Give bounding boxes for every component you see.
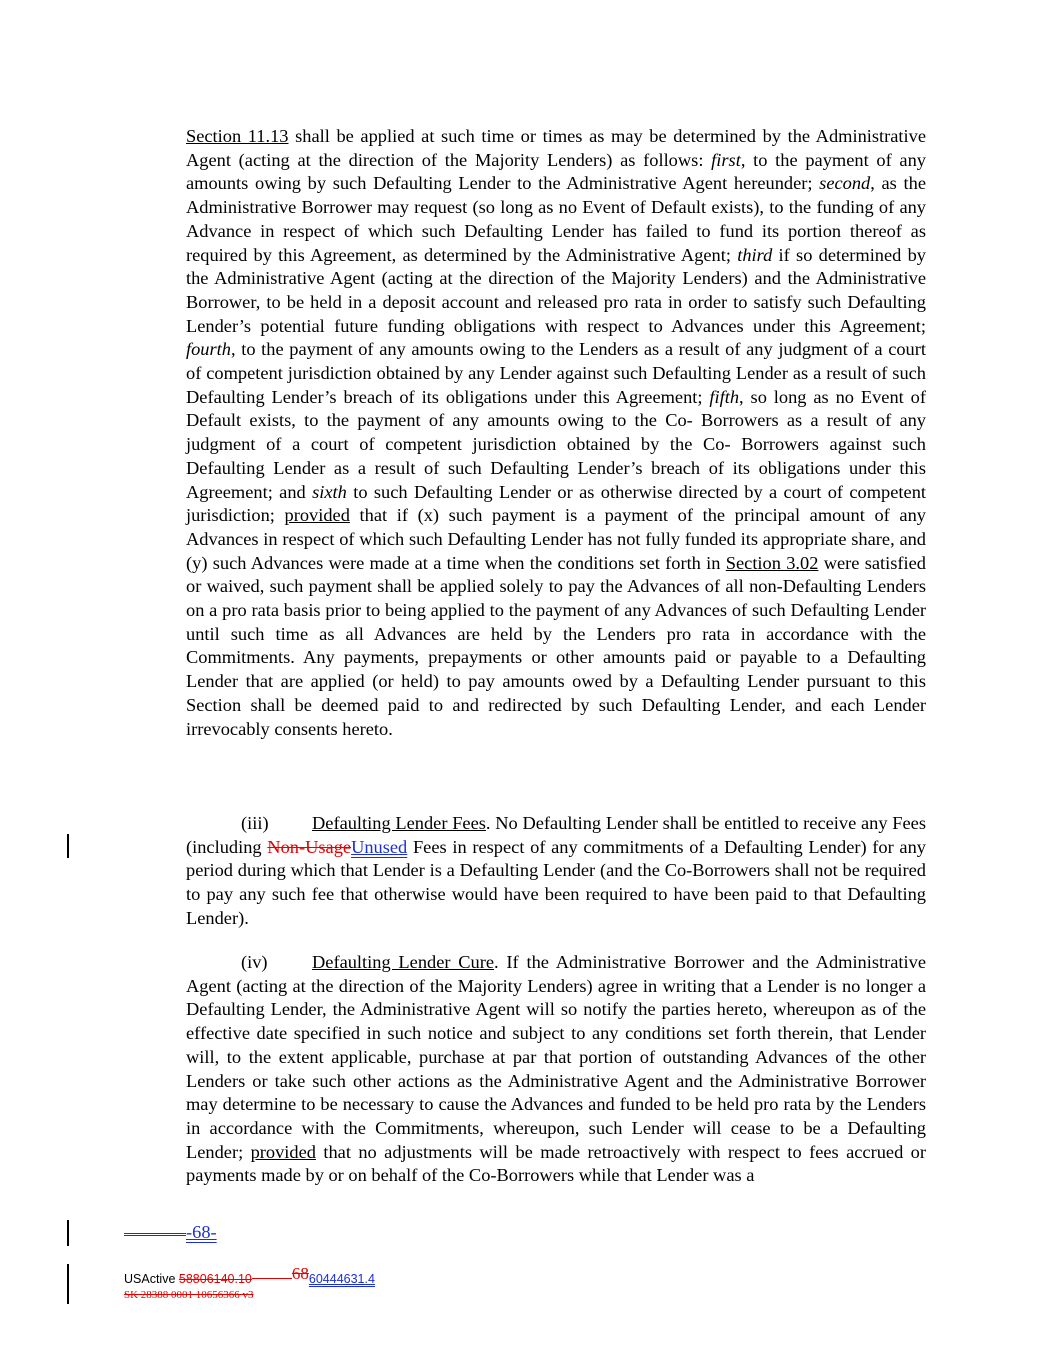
clause-heading: Defaulting Lender Fees: [312, 813, 486, 833]
deleted-text: Non-Usage: [267, 836, 352, 857]
deleted-doc-number: 58806140.10: [178, 1272, 252, 1286]
section-11-13-reference: Section 11.13: [186, 126, 289, 146]
change-bar: [67, 1220, 69, 1246]
change-bar: [67, 834, 69, 858]
paragraph-defaulting-lender-fees: (iii) Defaulting Lender Fees. No Defaulting Lender shall be entitled to receive any Fees (including Non-UsageUnused Fees in respect of any commitments of a Defaulting Lender) for any period during which that Lender is a Defaulting Lender (and the Co-Borrowers shall not be required to pay any such fee that otherwise would have been required to have been paid to that Defaulting Lender).: [186, 813, 927, 928]
inserted-text: Unused: [351, 836, 408, 857]
clause-heading: Defaulting Lender Cure: [312, 952, 495, 972]
clause-number-iii: (iii): [241, 813, 269, 833]
clause-number-iv: (iv): [241, 952, 268, 972]
inserted-doc-number: 60444631.4: [308, 1272, 375, 1286]
deleted-page-number: 68: [291, 1264, 309, 1283]
change-bar: [67, 1264, 69, 1304]
page-number: -68-: [124, 1222, 224, 1243]
provided-term: provided: [250, 1141, 316, 1162]
provided-term: provided: [284, 505, 350, 526]
paragraph-application-of-payments: Section 11.13 shall be applied at such time or times as may be determined by the Administrative Agent (acting at the direction of the Majority Lenders) as follows: first, to the payment of any amounts owing by such Defaulting Lender to the Administrative Agent hereunder; second, as the Administrative Borrower may request (so long as no Event of Default exists), to the funding of any Advance in respect of which such Defaulting Lender has failed to fund its portion thereof as required by this Agreement, as determined by the Administrative Agent; third if so determined by the Administrative Agent (acting at the direction of the Majority Lenders) and the Administrative Borrower, to be held in a deposit account and released pro rata in order to satisfy such Defaulting Lender’s potential future funding obligations with respect to Advances under this Agreement; fourth, to the payment of any amounts owing to the Lenders as a result of any judgment of a court of competent jurisdiction obtained by any Lender against such Defaulting Lender as a result of such Defaulting Lender’s breach of its obligations under this Agreement; fifth, so long as no Event of Default exists, to the payment of any amounts owing to the Co- Borrowers as a result of any judgment of a court of competent jurisdiction obtained by the Co- Borrowers against such Defaulting Lender as a result of such Defaulting Lender’s breach of its obligations under this Agreement; and sixth to such Defaulting Lender or as otherwise directed by a court of competent jurisdiction; provided that if (x) such payment is a payment of the principal amount of any Advances in respect of which such Defaulting Lender has not fully funded its appropriate share, and (y) such Advances were made at a time when the conditions set forth in Section 3.02 were satisfied or waived, such payment shall be applied solely to pay the Advances of all non-Defaulting Lenders on a pro rata basis prior to being applied to the payment of any Advances of such Defaulting Lender until such time as all Advances are held by the Lenders pro rata in accordance with the Commitments. Any payments, prepayments or other amounts paid or payable to a Defaulting Lender that are applied (or held) to pay amounts owed by a Defaulting Lender pursuant to this Section shall be deemed paid to and redirected by such Defaulting Lender, and each Lender irrevocably consents hereto.: [186, 126, 926, 739]
section-3-02-reference: Section 3.02: [725, 552, 819, 573]
footer-deleted-doc-id: SK 28388 0001 10656366 v3: [124, 1289, 254, 1301]
footer-doc-id: USActive 58806140.10 6860444631.4: [124, 1264, 375, 1286]
paragraph-defaulting-lender-cure: (iv) Defaulting Lender Cure. If the Administrative Borrower and the Administrative Agent (acting at the direction of the Majority Lenders) agree in writing that a Lender is no longer a Defaulting Lender, the Administrative Agent will so notify the parties hereto, whereupon as of the effective date specified in such notice and subject to any conditions set forth therein, that Lender will, to the extent applicable, purchase at par that portion of outstanding Advances of the other Lenders or take such other actions as the Administrative Agent and the Administrative Borrower may determine to be necessary to cause the Advances and funded to be held pro rata by the Lenders in accordance with the Commitments, whereupon, such Lender will cease to be a Defaulting Lender; provided that no adjustments will be made retroactively with respect to fees accrued or payments made by or on behalf of the Co-Borrowers while that Lender was a: [186, 952, 926, 1186]
